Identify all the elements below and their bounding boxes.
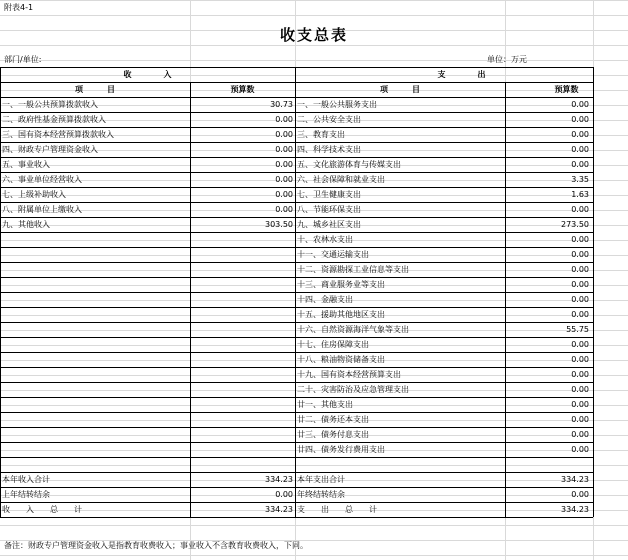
- income-item-header: 项 目: [75, 85, 115, 94]
- expense-row-label: 十四、金融支出: [297, 295, 353, 304]
- income-row-value: 303.50: [265, 220, 293, 229]
- expense-row-value: 0.00: [571, 100, 589, 109]
- expense-budget-header: 预算数: [554, 85, 579, 94]
- expense-row-value: 3.35: [571, 175, 589, 184]
- expense-row-value: 0.00: [571, 310, 589, 319]
- table-border: [190, 82, 191, 517]
- expense-row-value: 0.00: [571, 130, 589, 139]
- expense-row-value: 1.63: [571, 190, 589, 199]
- expense-row-label: 五、文化旅游体育与传媒支出: [297, 160, 401, 169]
- expense-row-value: 55.75: [566, 325, 589, 334]
- expense-row-label: 九、城乡社区支出: [297, 220, 361, 229]
- expense-row-label: 八、节能环保支出: [297, 205, 361, 214]
- income-total-value: 0.00: [275, 490, 293, 499]
- income-row-label: 二、政府性基金预算拨款收入: [2, 115, 106, 124]
- income-row-value: 0.00: [275, 145, 293, 154]
- table-border: [295, 67, 296, 517]
- page-title: 收支总表: [279, 26, 348, 44]
- expense-row-value: 0.00: [571, 340, 589, 349]
- expense-row-label: 十七、住房保障支出: [297, 340, 369, 349]
- income-total-label: 上年结转结余: [2, 490, 50, 499]
- expense-row-value: 0.00: [571, 385, 589, 394]
- expense-row-label: 三、教育支出: [297, 130, 345, 139]
- expense-item-header: 项 目: [380, 85, 420, 94]
- expense-row-label: 十一、交通运输支出: [297, 250, 369, 259]
- income-row-value: 0.00: [275, 190, 293, 199]
- income-row-value: 0.00: [275, 205, 293, 214]
- expense-row-label: 廿四、债务发行费用支出: [297, 445, 385, 454]
- expense-total-label: 本年支出合计: [297, 475, 345, 484]
- income-row-value: 0.00: [275, 175, 293, 184]
- expense-row-label: 四、科学技术支出: [297, 145, 361, 154]
- expense-row-value: 0.00: [571, 400, 589, 409]
- expense-row-value: 0.00: [571, 430, 589, 439]
- expense-row-label: 十五、援助其他地区支出: [297, 310, 385, 319]
- expense-row-label: 十、农林水支出: [297, 235, 353, 244]
- table-note: 备注：财政专户管理资金收入是指教育收费收入；事业收入不含教育收费收入，下同。: [4, 541, 308, 550]
- income-row-value: 0.00: [275, 160, 293, 169]
- income-section-header: 收 入: [123, 70, 172, 79]
- expense-row-value: 0.00: [571, 445, 589, 454]
- expense-row-value: 0.00: [571, 280, 589, 289]
- table-border: [505, 82, 506, 517]
- income-row-label: 五、事业收入: [2, 160, 50, 169]
- expense-total-value: 334.23: [561, 475, 589, 484]
- income-row-label: 六、事业单位经营收入: [2, 175, 82, 184]
- income-row-label: 七、上级补助收入: [2, 190, 66, 199]
- income-row-value: 0.00: [275, 115, 293, 124]
- expense-row-label: 廿二、债务还本支出: [297, 415, 369, 424]
- expense-row-value: 0.00: [571, 370, 589, 379]
- income-row-label: 四、财政专户管理资金收入: [2, 145, 98, 154]
- expense-total-value: 0.00: [571, 490, 589, 499]
- income-row-value: 30.73: [270, 100, 293, 109]
- expense-row-value: 273.50: [561, 220, 589, 229]
- income-total-label: 收 入 总 计: [2, 505, 82, 514]
- income-row-label: 一、一般公共预算拨款收入: [2, 100, 98, 109]
- expense-row-label: 廿三、债务付息支出: [297, 430, 369, 439]
- income-row-value: 0.00: [275, 130, 293, 139]
- expense-row-value: 0.00: [571, 265, 589, 274]
- income-budget-header: 预算数: [230, 85, 255, 94]
- expense-row-value: 0.00: [571, 145, 589, 154]
- table-border: [0, 67, 1, 517]
- expense-total-value: 334.23: [561, 505, 589, 514]
- table-border: [0, 517, 593, 518]
- expense-row-label: 十二、资源勘探工业信息等支出: [297, 265, 409, 274]
- expense-row-label: 二、公共安全支出: [297, 115, 361, 124]
- expense-row-label: 六、社会保障和就业支出: [297, 175, 385, 184]
- expense-row-label: 十三、商业服务业等支出: [297, 280, 385, 289]
- table-border: [593, 67, 594, 517]
- income-total-value: 334.23: [265, 505, 293, 514]
- expense-row-label: 廿一、其他支出: [297, 400, 353, 409]
- expense-row-value: 0.00: [571, 250, 589, 259]
- expense-row-value: 0.00: [571, 415, 589, 424]
- expense-row-value: 0.00: [571, 295, 589, 304]
- expense-row-value: 0.00: [571, 115, 589, 124]
- expense-row-label: 七、卫生健康支出: [297, 190, 361, 199]
- expense-row-value: 0.00: [571, 205, 589, 214]
- income-row-label: 三、国有资本经营预算拨款收入: [2, 130, 114, 139]
- table-top-border: [0, 67, 593, 68]
- income-row-label: 八、附属单位上缴收入: [2, 205, 82, 214]
- attachment-label: 附表4-1: [4, 3, 34, 12]
- expense-row-value: 0.00: [571, 235, 589, 244]
- expense-row-label: 一、一般公共服务支出: [297, 100, 377, 109]
- department-label: 部门/单位:: [4, 55, 42, 64]
- income-total-label: 本年收入合计: [2, 475, 50, 484]
- expense-total-label: 支 出 总 计: [297, 505, 377, 514]
- expense-section-header: 支 出: [437, 70, 486, 79]
- expense-total-label: 年终结转结余: [297, 490, 345, 499]
- income-total-value: 334.23: [265, 475, 293, 484]
- expense-row-label: 十六、自然资源海洋气象等支出: [297, 325, 409, 334]
- unit-label: 单位：万元: [487, 55, 527, 64]
- expense-row-label: 十九、国有资本经营预算支出: [297, 370, 401, 379]
- expense-row-value: 0.00: [571, 355, 589, 364]
- expense-row-label: 二十、灾害防治及应急管理支出: [297, 385, 409, 394]
- expense-row-value: 0.00: [571, 160, 589, 169]
- expense-row-label: 十八、粮油物资储备支出: [297, 355, 385, 364]
- income-row-label: 九、其他收入: [2, 220, 50, 229]
